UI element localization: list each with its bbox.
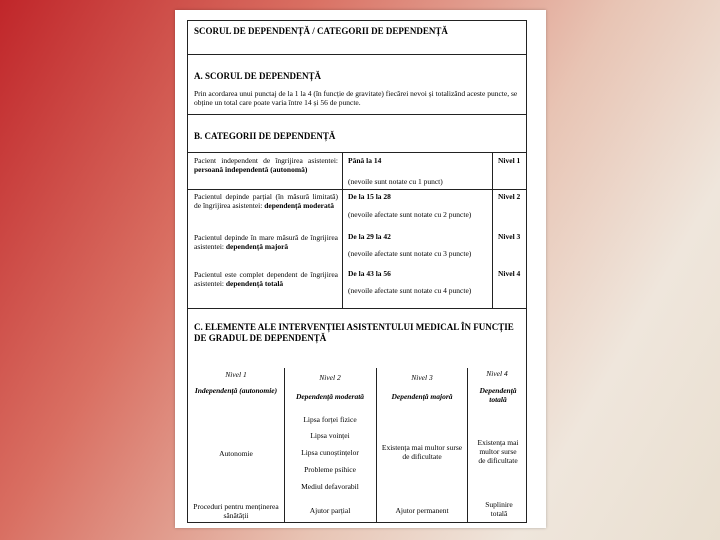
col-1-intervention: Proceduri pentru menținerea sănătății bbox=[193, 502, 279, 520]
col-2-item: Lipsa cunoștințelor bbox=[301, 448, 359, 457]
section-c-heading: C. ELEMENTE ALE INTERVENȚIEI ASISTENTULUI MEDICAL ÎN FUNCȚIE DE GRADUL DE DEPENDENȚĂ bbox=[194, 322, 514, 343]
section-a-text: Prin acordarea unui punctaj de la 1 la 4 (în funcție de gravitate) fiecărei nevoi și totalizând aceste puncte, se obține un total care poate varia între 14 și 56 de puncte. bbox=[194, 89, 518, 107]
row-3-level: Nivel 3 bbox=[498, 232, 521, 241]
col-4-level: Nivel 4 bbox=[486, 369, 508, 378]
row-2-level: Nivel 2 bbox=[498, 192, 521, 201]
row-1-range: Până la 14 bbox=[348, 156, 382, 165]
col-2-item: Mediul defavorabil bbox=[301, 482, 359, 491]
col-4-label: Dependență totală bbox=[479, 386, 517, 404]
row-1-category: persoană independentă (autonomă) bbox=[194, 165, 308, 174]
row-4-description bbox=[194, 270, 338, 288]
row-4-note: (nevoile afectate sunt notate cu 4 puncte) bbox=[348, 286, 472, 295]
row-1-note: (nevoile sunt notate cu 1 punct) bbox=[348, 177, 443, 186]
table-row-divider bbox=[188, 189, 526, 190]
col-3-intervention: Ajutor permanent bbox=[395, 506, 449, 515]
document-frame bbox=[187, 20, 527, 523]
col-4-intervention: Suplinire totală bbox=[485, 500, 513, 518]
row-4-range: De la 43 la 56 bbox=[348, 269, 391, 278]
section-c bbox=[188, 309, 526, 523]
col-4-middle: Existența mai multor surse de dificultate bbox=[477, 438, 519, 465]
row-4-level: Nivel 4 bbox=[498, 269, 521, 278]
col-2-level: Nivel 2 bbox=[319, 373, 341, 382]
section-b bbox=[188, 115, 526, 309]
document-title: SCORUL DE DEPENDENȚĂ / CATEGORII DE DEPENDENȚĂ bbox=[188, 21, 526, 55]
row-4-category: dependență totală bbox=[225, 279, 284, 288]
col-2-intervention: Ajutor parțial bbox=[309, 506, 351, 515]
row-2-description-text: Pacientul depinde parțial (în măsură limitată) de îngrijirea asistentei: bbox=[194, 192, 338, 210]
row-3-range: De la 29 la 42 bbox=[348, 232, 391, 241]
section-a-heading: A. SCORUL DE DEPENDENȚĂ bbox=[194, 71, 322, 81]
col-2-label: Dependență moderată bbox=[295, 392, 365, 401]
col-1-middle: Autonomie bbox=[219, 449, 253, 458]
row-4-description-text: Pacientul este complet dependent de îngrijirea asistentei: bbox=[194, 270, 338, 288]
row-1-description bbox=[194, 156, 338, 174]
document-page bbox=[175, 10, 546, 528]
row-3-note: (nevoile afectate sunt notate cu 3 puncte) bbox=[348, 249, 472, 258]
col-2-item: Probleme psihice bbox=[304, 465, 356, 474]
row-3-category: dependență majoră bbox=[225, 242, 289, 251]
table-col-divider bbox=[342, 152, 343, 308]
column-divider bbox=[376, 368, 377, 523]
col-1-label: Independență (autonomie) bbox=[194, 386, 278, 395]
col-3-label: Dependență majoră bbox=[391, 392, 453, 401]
col-3-middle: Existența mai multor surse de dificultate bbox=[381, 443, 463, 461]
row-1-level: Nivel 1 bbox=[498, 156, 521, 165]
col-2-item: Lipsa forței fizice bbox=[303, 415, 357, 424]
row-3-description-text: Pacientul depinde în mare măsură de îngrijirea asistentei: bbox=[194, 233, 338, 251]
row-3-description bbox=[194, 233, 338, 251]
row-2-description bbox=[194, 192, 338, 210]
table-col-divider bbox=[492, 152, 493, 308]
col-1-level: Nivel 1 bbox=[225, 370, 247, 379]
column-divider bbox=[284, 368, 285, 523]
col-2-item: Lipsa voinței bbox=[310, 431, 350, 440]
column-divider bbox=[467, 368, 468, 523]
section-b-heading: B. CATEGORII DE DEPENDENȚĂ bbox=[194, 131, 336, 141]
row-1-description-text: Pacient independent de îngrijirea asistentei: bbox=[194, 156, 338, 165]
row-2-category: dependență moderată bbox=[264, 201, 334, 210]
table-top-border bbox=[188, 152, 526, 153]
row-2-range: De la 15 la 28 bbox=[348, 192, 391, 201]
col-3-level: Nivel 3 bbox=[411, 373, 433, 382]
dependency-categories-table bbox=[188, 152, 526, 308]
row-2-note: (nevoile afectate sunt notate cu 2 puncte) bbox=[348, 210, 472, 219]
section-a bbox=[188, 55, 526, 115]
